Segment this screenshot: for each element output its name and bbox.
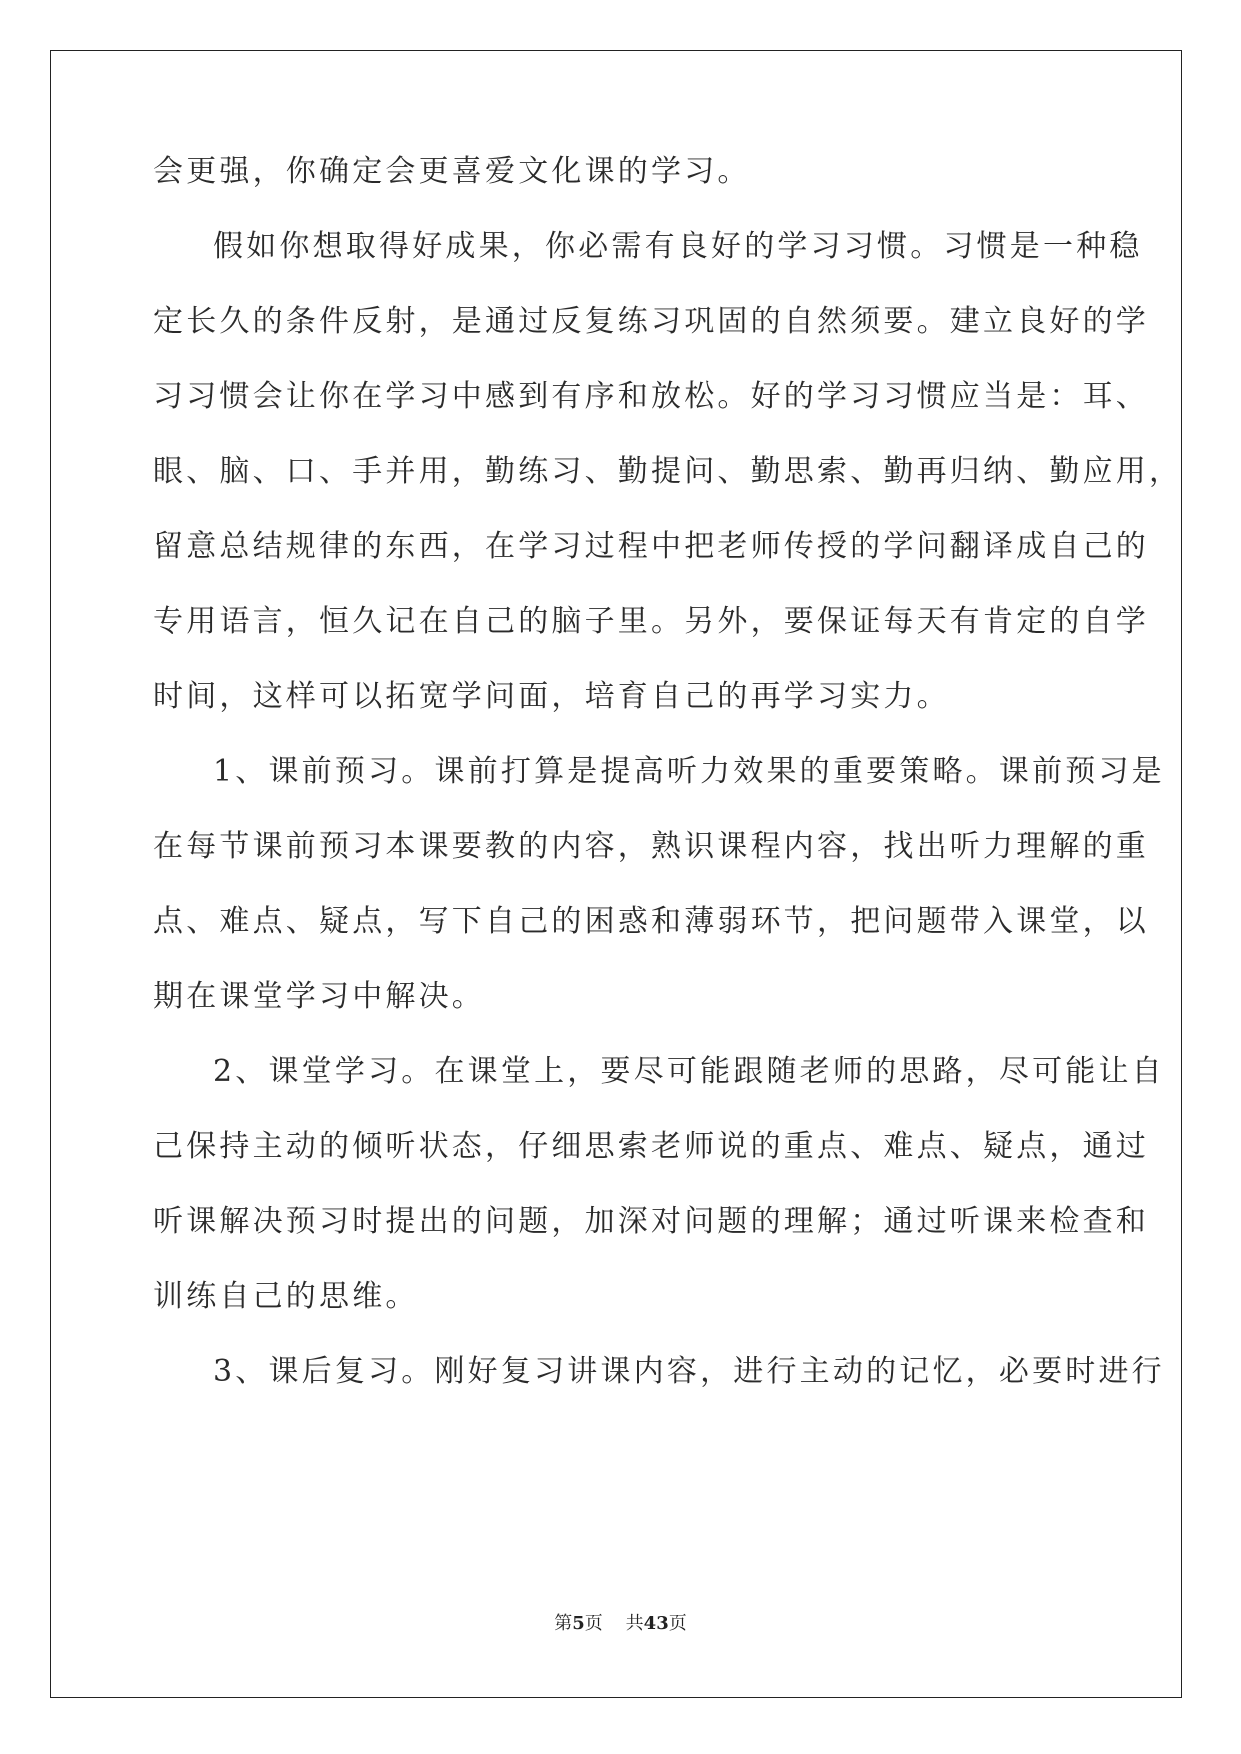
text-line: 听课解决预习时提出的问题，加深对问题的理解；通过听课来检查和 (153, 1204, 1149, 1239)
page-border (50, 50, 1182, 1698)
total-suffix: 页 (668, 1613, 687, 1634)
paragraph-first-line: 2、课堂学习。在课堂上，要尽可能跟随老师的思路，尽可能让自 (213, 1054, 1165, 1089)
text-line: 会更强，你确定会更喜爱文化课的学习。 (153, 154, 751, 189)
page-number: 5 (572, 1613, 585, 1634)
text-line: 眼、脑、口、手并用，勤练习、勤提问、勤思索、勤再归纳、勤应用， (153, 454, 1183, 489)
text-line: 留意总结规律的东西，在学习过程中把老师传授的学问翻译成自己的 (153, 529, 1149, 564)
page-suffix: 页 (584, 1613, 603, 1634)
text-line: 习习惯会让你在学习中感到有序和放松。好的学习习惯应当是：耳、 (153, 379, 1149, 414)
paragraph-first-line: 1、课前预习。课前打算是提高听力效果的重要策略。课前预习是 (213, 754, 1165, 789)
text-line: 训练自己的思维。 (153, 1279, 419, 1314)
paragraph-first-line: 3、课后复习。刚好复习讲课内容，进行主动的记忆，必要时进行 (213, 1354, 1165, 1389)
paragraph-first-line: 假如你想取得好成果，你必需有良好的学习习惯。习惯是一种稳 (213, 229, 1143, 264)
page-footer (0, 1612, 1241, 1636)
text-line: 己保持主动的倾听状态，仔细思索老师说的重点、难点、疑点，通过 (153, 1129, 1149, 1164)
text-line: 专用语言，恒久记在自己的脑子里。另外，要保证每天有肯定的自学 (153, 604, 1149, 639)
text-line: 点、难点、疑点，写下自己的困惑和薄弱环节，把问题带入课堂，以 (153, 904, 1149, 939)
page-prefix: 第 (554, 1613, 573, 1634)
total-pages: 43 (643, 1613, 669, 1634)
text-line: 期在课堂学习中解决。 (153, 979, 485, 1014)
total-prefix: 共 (625, 1613, 644, 1634)
text-line: 定长久的条件反射，是通过反复练习巩固的自然须要。建立良好的学 (153, 304, 1149, 339)
text-line: 在每节课前预习本课要教的内容，熟识课程内容，找出听力理解的重 (153, 829, 1149, 864)
text-line: 时间，这样可以拓宽学问面，培育自己的再学习实力。 (153, 679, 950, 714)
